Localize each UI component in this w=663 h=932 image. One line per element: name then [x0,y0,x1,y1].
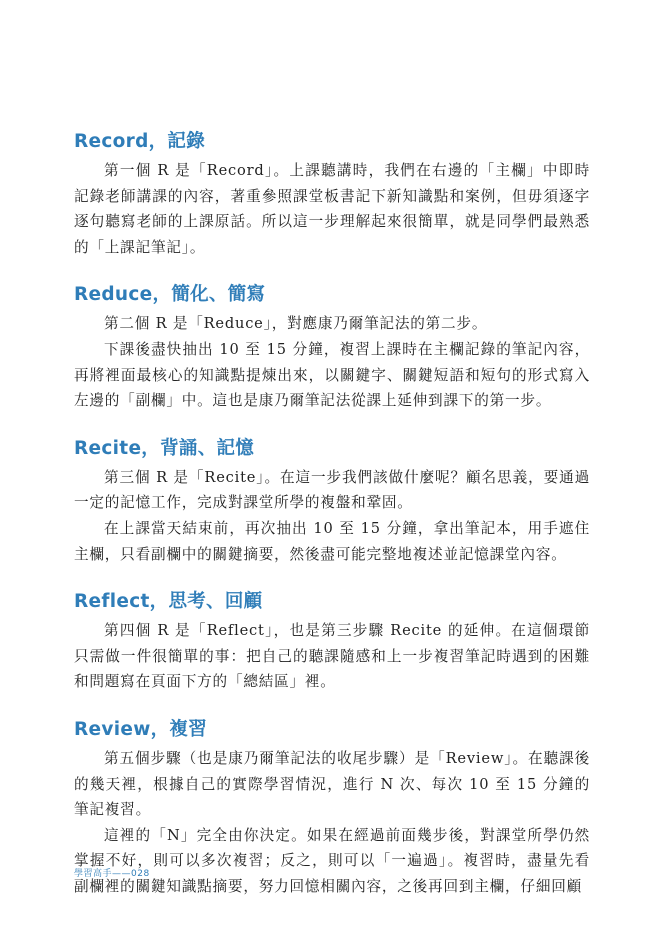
section-heading: Record，記錄 [74,131,206,152]
section-recite [74,435,590,567]
section-heading: Recite，背誦、記憶 [74,437,255,459]
page-footer: 學習高手——028 [74,869,150,879]
body-paragraph: 第一個 R 是「Record」。上課聽講時，我們在右邊的「主欄」中即時記錄老師講課的內容，著重參照課堂板書記下新知識點和案例，但毋須逐字逐句聽寫老師的上課原話。所以這一步理解起來很簡單，就是同學們最熟悉的「上課記筆記」。 [74,162,590,256]
body-paragraph: 這裡的「N」完全由你決定。如果在經過前面幾步後，對課堂所學仍然掌握不好，則可以多次複習；反之，則可以「一遍過」。複習時，盡量先看副欄裡的關鍵知識點摘要，努力回憶相關內容，之後再回到主欄，仔細回顧 [74,826,590,895]
section-heading: Reflect，思考、回顧 [74,591,263,613]
section-review [74,716,590,900]
section-reflect [74,588,590,695]
section-record [74,128,590,260]
page-content [74,128,590,920]
body-paragraph: 第五個步驟（也是康乃爾筆記法的收尾步驟）是「Review」。在聽課後的幾天裡，根據自己的實際學習情況，進行 N 次、每次 10 至 15 分鐘的筆記複習。 [74,749,590,819]
body-paragraph: 下課後盡快抽出 10 至 15 分鐘，複習上課時在主欄記錄的筆記內容，再將裡面最核心的知識點提煉出來，以關鍵字、關鍵短語和短句的形式寫入左邊的「副欄」中。這也是康乃爾筆記法從課上延伸到課下的第一步。 [74,340,590,410]
body-paragraph: 第二個 R 是「Reduce」，對應康乃爾筆記法的第二步。 [104,315,488,333]
body-paragraph: 第三個 R 是「Recite」。在這一步我們該做什麼呢？顧名思義，要通過一定的記憶工作，完成對課堂所學的複盤和鞏固。 [74,468,590,512]
section-reduce [74,281,590,413]
body-paragraph: 第四個 R 是「Reflect」，也是第三步驟 Recite 的延伸。在這個環節只需做一件很簡單的事：把自己的聽課隨感和上一步複習筆記時遇到的困難和問題寫在頁面下方的「總結區」裡。 [74,622,590,691]
section-heading: Review，複習 [74,718,208,740]
body-paragraph: 在上課當天結束前，再次抽出 10 至 15 分鐘，拿出筆記本，用手遮住主欄，只看副欄中的關鍵摘要，然後盡可能完整地複述並記憶課堂內容。 [74,519,590,563]
section-heading: Reduce，簡化、簡寫 [74,284,266,306]
